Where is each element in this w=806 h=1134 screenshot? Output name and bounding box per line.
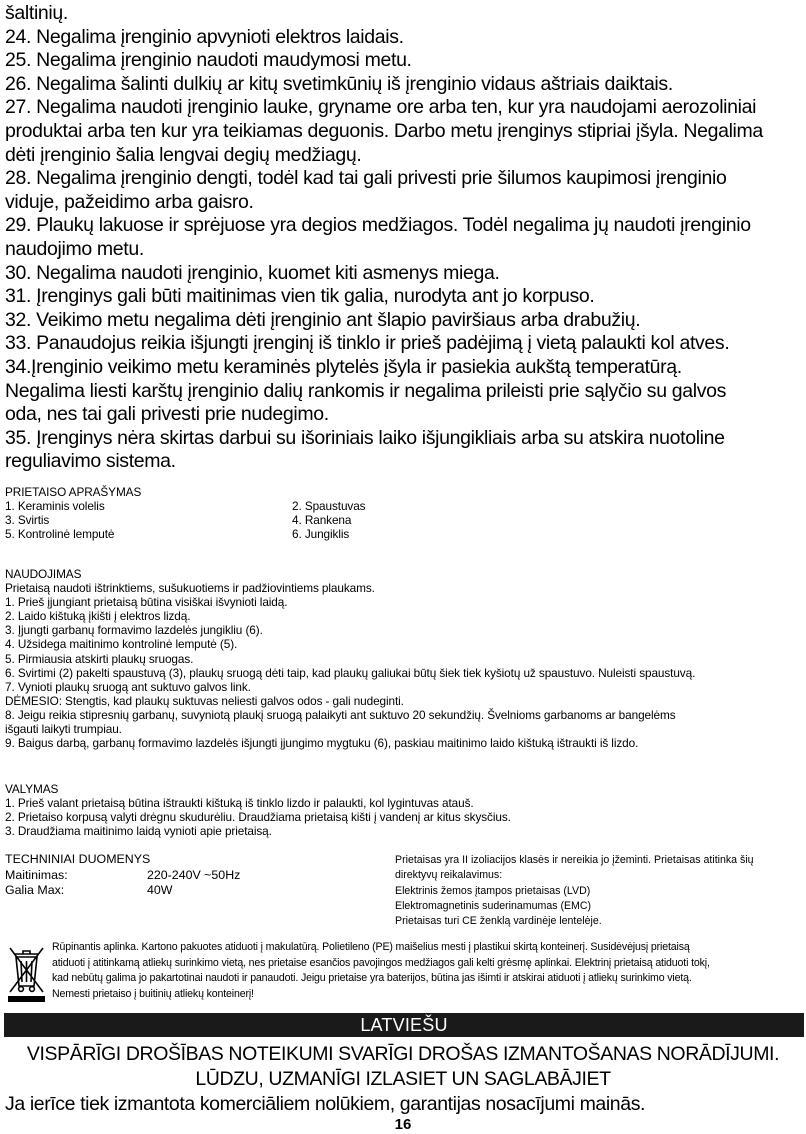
usage-line: 2. Laido kištuką įkišti į elektros lizdą. <box>5 609 191 624</box>
usage-line: 5. Pirmiausia atskirti plaukų sruogas. <box>5 651 194 666</box>
usage-line: Prietaisą naudoti ištrinktiems, sušukuotiems ir padžiovintiems plaukams. <box>5 581 375 596</box>
cleaning-line: 2. Prietaiso korpusą valyti drėgnu skudurėliu. Draudžiama prietaisą kišti į vandenį ar kitus skysčius. <box>5 810 511 825</box>
environment-line: kad nebūtų galima jo pakartotinai naudoti ir panaudoti. Jeigu prietaise yra baterijos, būtina jas išimti ir atskirai atiduoti į atliekų surinkimo vietą. <box>52 972 692 984</box>
latvian-title-1: VISPĀRĪGI DROŠĪBAS NOTEIKUMI SVARĪGI DROŠAS IZMANTOŠANAS NORĀDĪJUMI. <box>26 1043 780 1065</box>
safety-line: 34.Įrenginio veikimo metu keraminės plytelės įšyla ir pasiekia aukštą temperatūrą. <box>5 355 682 378</box>
compliance-notes <box>395 853 800 929</box>
usage-line: 4. Užsidega maitinimo kontrolinė lemputė (5). <box>5 637 238 652</box>
tech-row <box>5 868 385 884</box>
tech-value: 220-240V ~50Hz <box>147 867 241 882</box>
cleaning-line: 1. Prieš valant prietaisą būtina ištraukti kištuką iš tinklo lizdo ir palaukti, kol lygintuvas atauš. <box>5 796 474 811</box>
safety-line: reguliavimo sistema. <box>5 450 176 473</box>
usage-line: DĖMESIO: Stengtis, kad plaukų suktuvas neliesti galvos odos - gali nudeginti. <box>5 693 404 708</box>
part-label: 1. Keraminis volelis <box>5 499 105 514</box>
usage-line: 7. Vynioti plaukų sruogą ant suktuvo galvos link. <box>5 679 251 694</box>
part-label: 5. Kontrolinė lemputė <box>5 527 115 542</box>
safety-line: šaltinių. <box>5 2 68 24</box>
cleaning-line: 3. Draudžiama maitinimo laidą vynioti apie prietaisą. <box>5 824 272 839</box>
environment-line: Nemesti prietaiso į buitinių atliekų konteinerį! <box>52 987 254 1000</box>
safety-line: 32. Veikimo metu negalima dėti įrenginio ant šlapio paviršiaus arba drabužių. <box>5 308 641 331</box>
safety-line: 33. Panaudojus reikia išjungti įrenginį iš tinklo ir prieš padėjimą į vietą palaukti kol atves. <box>5 332 730 355</box>
safety-line: 29. Plaukų lakuose ir sprėjuose yra degios medžiagos. Todėl negalima jų naudoti įrenginio <box>5 214 751 237</box>
crossed-out-wheelie-bin-icon <box>5 940 47 1002</box>
safety-line: 27. Negalima naudoti įrenginio lauke, gryname ore arba ten, kur yra naudojami aerozoliniai <box>5 96 757 119</box>
description-row <box>5 499 801 513</box>
environment-line: Rūpinantis aplinka. Kartono pakuotes atiduoti į makulatūrą. Polietileno (PE) maišelius mesti į plastikui skirtą konteinerį. Susidėvėjusį prietaisą <box>52 941 690 953</box>
safety-line: 24. Negalima įrenginio apvynioti elektros laidais. <box>5 25 404 48</box>
language-label: LATVIEŠU <box>360 1015 448 1035</box>
part-label: 2. Spaustuvas <box>292 499 366 514</box>
safety-line: Negalima liesti karštų įrenginio dalių rankomis ir negalima prileisti prie sąlyčio su galvos <box>5 379 727 402</box>
compliance-line: direktyvų reikalavimus: <box>395 869 503 882</box>
section-heading: TECHNINIAI DUOMENYS <box>5 852 151 866</box>
section-heading: VALYMAS <box>5 782 59 796</box>
latvian-title-2: LŪDZU, UZMANĪGI IZLASIET UN SAGLABĀJIET <box>195 1068 611 1090</box>
part-label: 3. Svirtis <box>5 513 50 528</box>
tech-key: Galia Max: <box>5 883 65 898</box>
section-heading: PRIETAISO APRAŠYMAS <box>5 485 142 499</box>
usage-line: 8. Jeigu reikia stipresnių garbanų, suvyniotą plaukį sruogą palaikyti ant suktuvo 20 sekundžių. Švelnioms garbanoms ar bangelėms <box>5 707 676 722</box>
tech-value: 40W <box>147 883 173 898</box>
part-label: 4. Rankena <box>292 513 352 528</box>
page-number: 16 <box>394 1116 412 1133</box>
safety-line: naudojimo metu. <box>5 237 144 260</box>
usage-line: 1. Prieš įjungiant prietaisą būtina visiškai išvynioti laidą. <box>5 595 288 610</box>
usage-line: 3. Įjungti garbanų formavimo lazdelės jungikliu (6). <box>5 623 263 638</box>
safety-line: dėti įrenginio šalia lengvai degių medžiagų. <box>5 143 362 166</box>
latvian-intro-line: Ja ierīce tiek izmantota komerciāliem nolūkiem, garantijas nosacījumi mainās. <box>5 1093 646 1115</box>
technical-data <box>5 852 385 899</box>
compliance-line: Elektrinis žemos įtampos prietaisas (LVD) <box>395 884 591 897</box>
usage-line: 6. Svirtimi (2) pakelti spaustuvą (3), plaukų sruogą dėti taip, kad plaukų galiukai būtų šiek tiek kyšiotų už spaustuvo. Nuleisti spaustuvą. <box>5 665 696 680</box>
tech-row <box>5 883 385 899</box>
safety-line: 31. Įrenginys gali būti maitinimas vien tik galia, nurodyta ant jo korpuso. <box>5 285 595 308</box>
device-description <box>5 485 801 541</box>
part-label: 6. Jungiklis <box>292 527 350 542</box>
tech-key: Maitinimas: <box>5 867 68 882</box>
safety-line: 30. Negalima naudoti įrenginio, kuomet kiti asmenys miega. <box>5 261 500 284</box>
usage-section <box>5 567 801 750</box>
safety-line: 26. Negalima šalinti dulkių ar kitų svetimkūnių iš įrenginio vidaus aštriais daiktais. <box>5 72 673 95</box>
description-row <box>5 527 801 541</box>
compliance-line: Prietaisas turi CE ženklą vardinėje lentelėje. <box>395 915 602 928</box>
safety-line: 28. Negalima įrenginio dengti, todėl kad tai gali privesti prie šilumos kaupimosi įrenginio <box>5 167 727 190</box>
environment-line: atiduoti į atitinkamą atliekų surinkimo vietą, nes prietaise esančios pavojingos medžiagos gali kelti grėsmę aplinkai. Elektrinį prietaisą atiduoti tokį, <box>52 956 710 969</box>
safety-line: produktai arba ten kur yra teikiamas deguonis. Darbo metu įrenginys stipriai įšyla. Negalima <box>5 119 763 142</box>
cleaning-section <box>5 782 801 838</box>
environment-note <box>52 940 804 1002</box>
compliance-line: Prietaisas yra II izoliacijos klasės ir nereikia jo įžeminti. Prietaisas atitinka šių <box>395 854 754 866</box>
safety-line: oda, nes tai gali privesti prie nudegimo. <box>5 403 329 426</box>
safety-line: 25. Negalima įrenginio naudoti maudymosi metu. <box>5 49 412 72</box>
safety-line: viduje, pažeidimo arba gaisro. <box>5 190 254 213</box>
safety-rules <box>5 2 803 474</box>
compliance-line: Elektromagnetinis suderinamumas (EMC) <box>395 899 592 912</box>
usage-line: išgauti laikyti trumpiau. <box>5 722 122 737</box>
language-bar <box>4 1013 804 1037</box>
safety-line: 35. Įrenginys nėra skirtas darbui su išoriniais laiko išjungikliais arba su atskira nuotoline <box>5 426 725 449</box>
section-heading: NAUDOJIMAS <box>5 567 82 581</box>
usage-line: 9. Baigus darbą, garbanų formavimo lazdelės išjungti įjungimo mygtuku (6), paskiau maitinimo laido kištuką ištraukti iš lizdo. <box>5 736 639 751</box>
description-row <box>5 513 801 527</box>
